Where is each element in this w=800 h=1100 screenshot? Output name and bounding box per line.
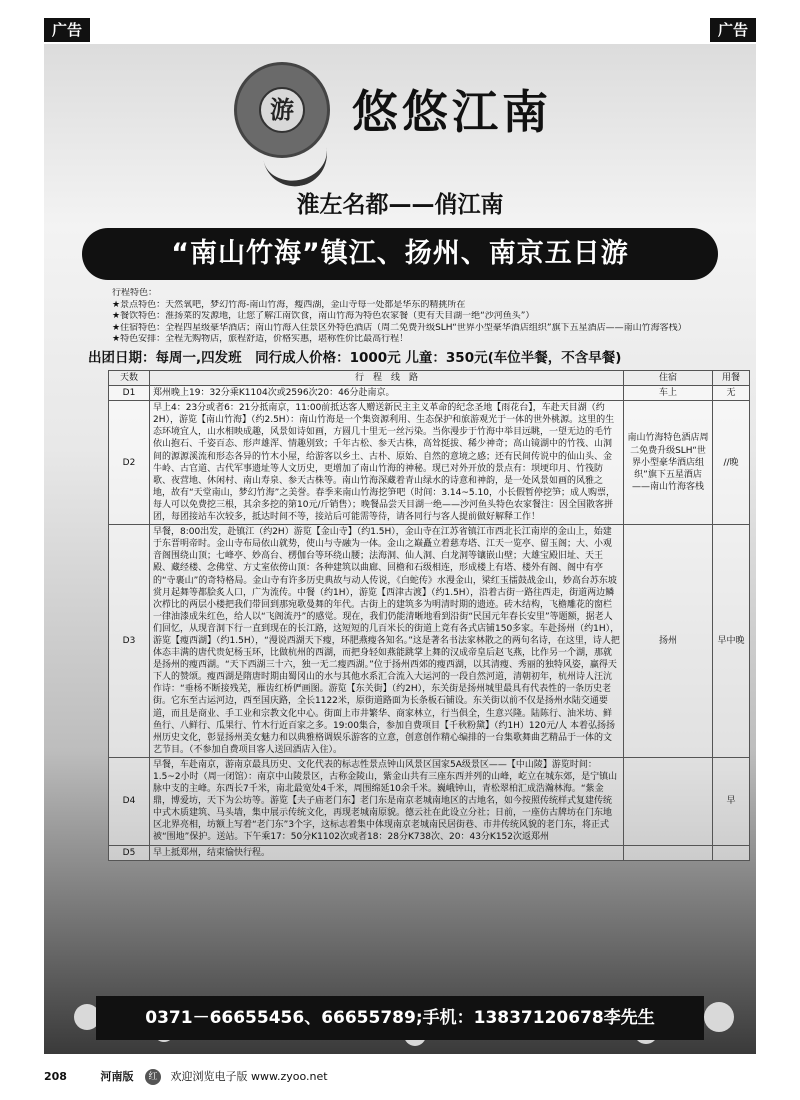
edition-label: 河南版 bbox=[100, 1070, 134, 1083]
detail-cell: 早上4：23分或者6：21分抵南京，11:00前抵达客人赠送新民主主义革命的纪念圣地【雨花台】，车赴天目湖（约2H），游览【南山竹海】（约2.5H）：南山竹海是一个集资源利用、生态保护和旅游观光于一体的世外桃源。这里的生态环境宜人，山水相映成趣，风景如诗如画，方圆几十里无一丝污染。当你漫步于竹海中举目远眺，一望无边的毛竹依山抱石、千姿百态、形声雄浑、情趣别致；千年古松、参天古株，高耸挺拔、稀少神奇；高山镜湖中的竹筏、山洞间的源源溪流和形态各异的竹木小屋，给游客以乡土、古朴、原始、自然的意境之感；还有民间传说中的仙山头、金牛岭、古官道、古代军事遗址等人文历史，更增加了南山竹海的神秘。现已对外开放的景点有：坝埂印月、竹筏防歌、夜营地、休闲村、南山寿泉、参天古株等。南山竹海深藏着青山绿水的诗意和神韵，是一处风景如画的风雅之地，故有“天堂南山，梦幻竹海”之美誉。春季来南山竹海挖笋吧（时间：3.14~5.10，小长假暂停挖笋；成人购票，每人可以免费挖三根，其余多挖的第10元/斤销售）；晚餐品尝天目湖一绝——沙河鱼头特色农家餐注：因全国散客拼团，每团接站车次较多，抵达时间不等，接站后可能需等待，请各同行与客人提前做好解释工作！ bbox=[150, 401, 624, 525]
meal-cell: 早 bbox=[713, 757, 750, 845]
detail-cell: 早餐，车赴南京，游南京最具历史、文化代表的标志性景点钟山风景区国家5A级景区——【中山陵】游览时间：1.5~2小时（周一闭馆）：南京中山陵景区，古称金陵山，紫金山共有三座东西并列的山峰，屹立在城东郊，是宁镇山脉中支的主峰。东西长7千米，南北最宽处4千米，周围绵延10余千米。巍峨钟山，青松翠柏汇成浩瀚林海。“紫金鼎，博爱坊，天下为公坊等。游览【夫子庙老门东】老门东是南京老城南地区的古地名，如今按照传统样式复建传统中式木质建筑、马头墙，集中展示传统文化，再现老城南原貌。德云社在此设立分社；日前，一座仿古牌坊在门东地区北界亮相，坊额上写着“老门东”3个字，这标志着集中体现南京老城南民居街巷、市井传统风貌的老门东，将正式被“围地”保护。送站。下午乘17：50分K1102次或者18：28分K738次、20：43分K152次返郑州 bbox=[150, 757, 624, 845]
feature-lodging: ★住宿特色：全程四星级豪华酒店；南山竹海入住景区外特色酒店（周二免费升级SLH“世界小型豪华酒店组织”旗下五星酒店——南山竹海客栈） bbox=[112, 322, 687, 333]
tour-title-banner: “南山竹海”镇江、扬州、南京五日游 bbox=[82, 228, 718, 280]
table-row bbox=[109, 525, 750, 758]
price-line: 出团日期：每周一,四发班 同行成人价格：1000元 儿童：350元(车位半餐，不含早餐) bbox=[88, 350, 622, 366]
header-route: 行 程 线 路 bbox=[150, 371, 624, 386]
flower-icon bbox=[704, 1002, 734, 1032]
day-cell: D2 bbox=[109, 401, 150, 525]
header-day: 天数 bbox=[109, 371, 150, 386]
table-row bbox=[109, 845, 750, 860]
meal-cell: //晚 bbox=[713, 401, 750, 525]
header-meal: 用餐 bbox=[713, 371, 750, 386]
day-cell: D3 bbox=[109, 525, 150, 758]
page-number: 208 bbox=[44, 1070, 67, 1083]
red-badge-icon: 红 bbox=[145, 1069, 161, 1085]
ad-label-right: 广告 bbox=[710, 18, 756, 42]
footer-website: 欢迎浏览电子版 www.zyoo.net bbox=[170, 1070, 328, 1083]
day-cell: D4 bbox=[109, 757, 150, 845]
subtitle: 淮左名都——俏江南 bbox=[296, 192, 504, 218]
ad-panel bbox=[44, 44, 756, 1054]
itinerary-table bbox=[108, 370, 750, 861]
day-cell: D1 bbox=[109, 386, 150, 401]
brand-name: 悠悠江南 bbox=[352, 85, 552, 139]
feature-dining: ★餐饮特色：淮扬菜的发源地，让您了解江南饮食，南山竹海为特色农家餐（更有天目湖一绝“沙河鱼头”） bbox=[112, 311, 535, 321]
features-heading: 行程特色： bbox=[112, 288, 158, 298]
stay-cell bbox=[624, 845, 713, 860]
table-header-row bbox=[109, 371, 750, 386]
page-footer bbox=[44, 1068, 756, 1085]
stay-cell: 南山竹海特色酒店周二免费升级SLH“世界小型豪华酒店组织”旗下五星酒店——南山竹海客栈 bbox=[624, 401, 713, 525]
meal-cell: 无 bbox=[713, 386, 750, 401]
detail-cell: 郑州晚上19：32分乘K1104次或2596次20：46分赴南京。 bbox=[150, 386, 624, 401]
table-row bbox=[109, 401, 750, 525]
feature-scenic: ★景点特色：天然氧吧，梦幻竹海-南山竹海，瘦西湖，金山寺每一处都是华东的精挑所在 bbox=[112, 299, 466, 310]
table-row bbox=[109, 386, 750, 401]
detail-cell: 早上抵郑州，结束愉快行程。 bbox=[150, 845, 624, 860]
detail-cell: 早餐，8:00出发，赴镇江（约2H）游览【金山寺】（约1.5H），金山寺在江苏省镇江市西北长江南岸的金山上，始建于东晋明帝时。金山寺布局依山就势，使山与寺融为一体。金山之巅矗立着慈寿塔、江天一览亭、留玉阁；大、小观音阁围绕山顶；七峰亭、妙高台、楞伽台等环绕山腰；法海洞、仙人洞、白龙洞等镶嵌山壁；大雄宝殿旧址、天王殿、藏经楼、念佛堂、方丈室依傍山顶：各种建筑以曲廊、回檐和石级相连，形成楼上有塔、楼外有阁、阁中有亭的“寺裹山”的奇特格局。金山寺有许多历史典故与动人传说，《白蛇传》水漫金山，梁红玉擂鼓战金山，妙高台苏东坡赏月起舞等都脍炙人口，广为流传。中餐（约1H），游览【西津古渡】（约1.5H），沿着古街一路往西走，街道两边鳞次栉比的两层小楼把我们带回到那宛歌曼舞的年代。古街上的建筑多为明清时期的遗迹。砖木结构，飞檐雕花的窗栏一律油漆成朱红色，给人以“飞阁流丹”的感觉。现在，我们仍能清晰地看到沿街“民国元年春长安里”等题额，据老人们回忆，从现音洞下行一直到现在的长江路，这短短的几百米长的街道上竟有各式店铺150多家。车赴扬州（约1H），游览【瘦西湖】（约1.5H），“漫说西湖天下瘦，环肥燕瘦各知名。”这是著名书法家林散之的两句名诗，在这里，诗人把体态丰满的唐代贵妃杨玉环，比做杭州的西湖，而把身轻如燕能跳掌上舞的汉成帝皇后赵飞燕，比作另一个湖，那就是扬州的瘦西湖。“天下西湖三十六，独一无二瘦西湖。”位于扬州西郊的瘦西湖，以其清瘦、秀丽的独特风姿，赢得天下人的赞颂。瘦西湖是隋唐时期由蜀冈山的水与其他水系汇合流入大运河的一段自然河道，清朝初年，杭州诗人汪沆作诗：“垂杨不断接残芜，雁齿红桥俨画图。游览【东关街】（约2H），东关街是扬州城里最具有代表性的一条历史老街。它东至古运河边，西至国庆路，全长1122米，原街道路面为长条板石铺设。东关街以前不仅是扬州水陆交通要道，而且是商业、手工业和宗教文化中心。街面上市井繁华、商家林立，行当俱全，生意兴隆。陆陈行、油米坊、鲜鱼行、八鲜行、瓜果行、竹木行近百家之多。19:00集合，参加自费项目【千秋粉黛】（约1H）120元/人 本着弘扬扬州历史文化，彰显扬州美女魅力和以典雅格调娱乐游客的立意，创意创作精心编排的一台集歌舞曲艺精品于一体的文艺节目。（不参加自费项目客人送回酒店入住）。 bbox=[150, 525, 624, 758]
logo-char: 游 bbox=[259, 87, 305, 133]
day-cell: D5 bbox=[109, 845, 150, 860]
stay-cell: 车上 bbox=[624, 386, 713, 401]
stay-cell: 扬州 bbox=[624, 525, 713, 758]
table-row bbox=[109, 757, 750, 845]
brand-logo bbox=[234, 62, 330, 158]
ad-label-left: 广告 bbox=[44, 18, 90, 42]
stay-cell bbox=[624, 757, 713, 845]
features-block bbox=[112, 288, 742, 346]
header-stay: 住宿 bbox=[624, 371, 713, 386]
feature-arrangement: ★特色安排：全程无购物店，旅程舒适，价格实惠，堪称性价比最高行程！ bbox=[112, 334, 409, 344]
meal-cell bbox=[713, 845, 750, 860]
contact-bar: 0371－66655456、66655789;手机：13837120678李先生 bbox=[96, 996, 704, 1040]
meal-cell: 早中晚 bbox=[713, 525, 750, 758]
